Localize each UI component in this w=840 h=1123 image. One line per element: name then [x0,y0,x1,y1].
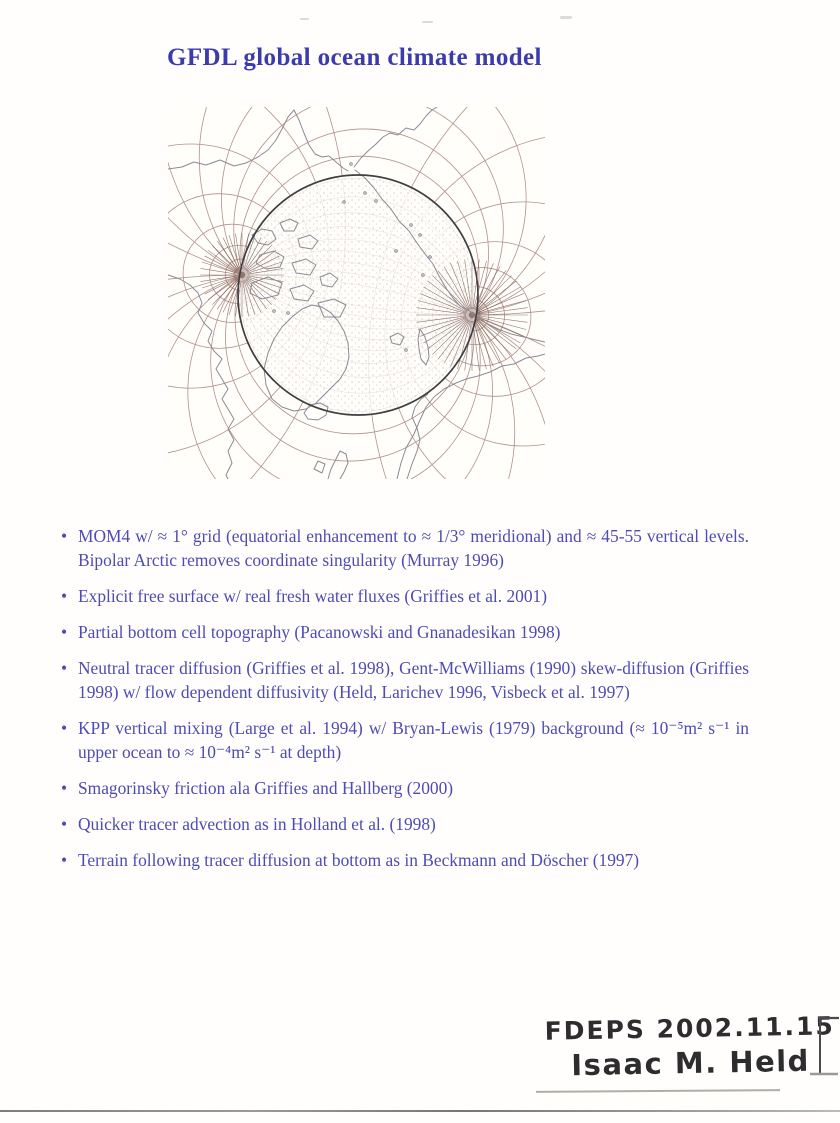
bullet-icon: • [61,778,68,798]
list-item [61,524,749,572]
scan-speck [560,16,572,19]
page-title: GFDL global ocean climate model [167,44,542,71]
bullet-icon: • [61,814,68,834]
handwritten-name: Isaac M. Held [571,1043,811,1083]
bullet-text: KPP vertical mixing (Large et al. 1994) w/ Bryan-Lewis (1979) background (≈ 10⁻⁵m² s⁻¹ in upper ocean to ≈ 10⁻⁴m² s⁻¹ at depth) [78,718,749,762]
bullet-text: Quicker tracer advection as in Holland et al. (1998) [78,814,436,834]
bullet-text: Explicit free surface w/ real fresh water fluxes (Griffies et al. 2001) [78,586,548,606]
bullet-icon: • [61,526,68,546]
scan-edge-line [0,1110,840,1112]
list-item [61,620,749,644]
bullet-icon: • [61,586,68,606]
bullet-list [61,524,749,884]
bullet-icon: • [61,850,68,870]
underline-mark [536,1089,780,1093]
corner-bracket-mark [808,1010,840,1082]
bullet-text: Terrain following tracer diffusion at bottom as in Beckmann and Döscher (1997) [78,850,640,870]
bullet-icon: • [61,622,68,642]
bullet-text: Smagorinsky friction ala Griffies and Hallberg (2000) [78,778,454,798]
list-item [61,656,749,704]
arctic-grid-map-svg [168,107,545,479]
handwritten-date: FDEPS 2002.11.15 [544,1011,835,1046]
list-item [61,716,749,764]
bullet-icon: • [61,718,68,738]
bullet-icon: • [61,658,68,678]
bullet-text: Neutral tracer diffusion (Griffies et al. 1998), Gent-McWilliams (1990) skew-diffusion (Griffies 1998) w/ flow dependent diffusivity (Held, Larichev 1996, Visbeck et al. 1997) [78,658,749,702]
bullet-text: Partial bottom cell topography (Pacanowski and Gnanadesikan 1998) [78,622,561,642]
list-item [61,848,749,872]
scan-speck [300,18,309,20]
arctic-grid-map [168,107,545,479]
list-item [61,812,749,836]
scan-speck [422,21,433,23]
bullet-text: MOM4 w/ ≈ 1° grid (equatorial enhancement to ≈ 1/3° meridional) and ≈ 45-55 vertical levels. Bipolar Arctic removes coordinate singularity (Murray 1996) [78,526,749,570]
handwritten-annotation [544,1011,835,1083]
list-item [61,776,749,800]
list-item [61,584,749,608]
